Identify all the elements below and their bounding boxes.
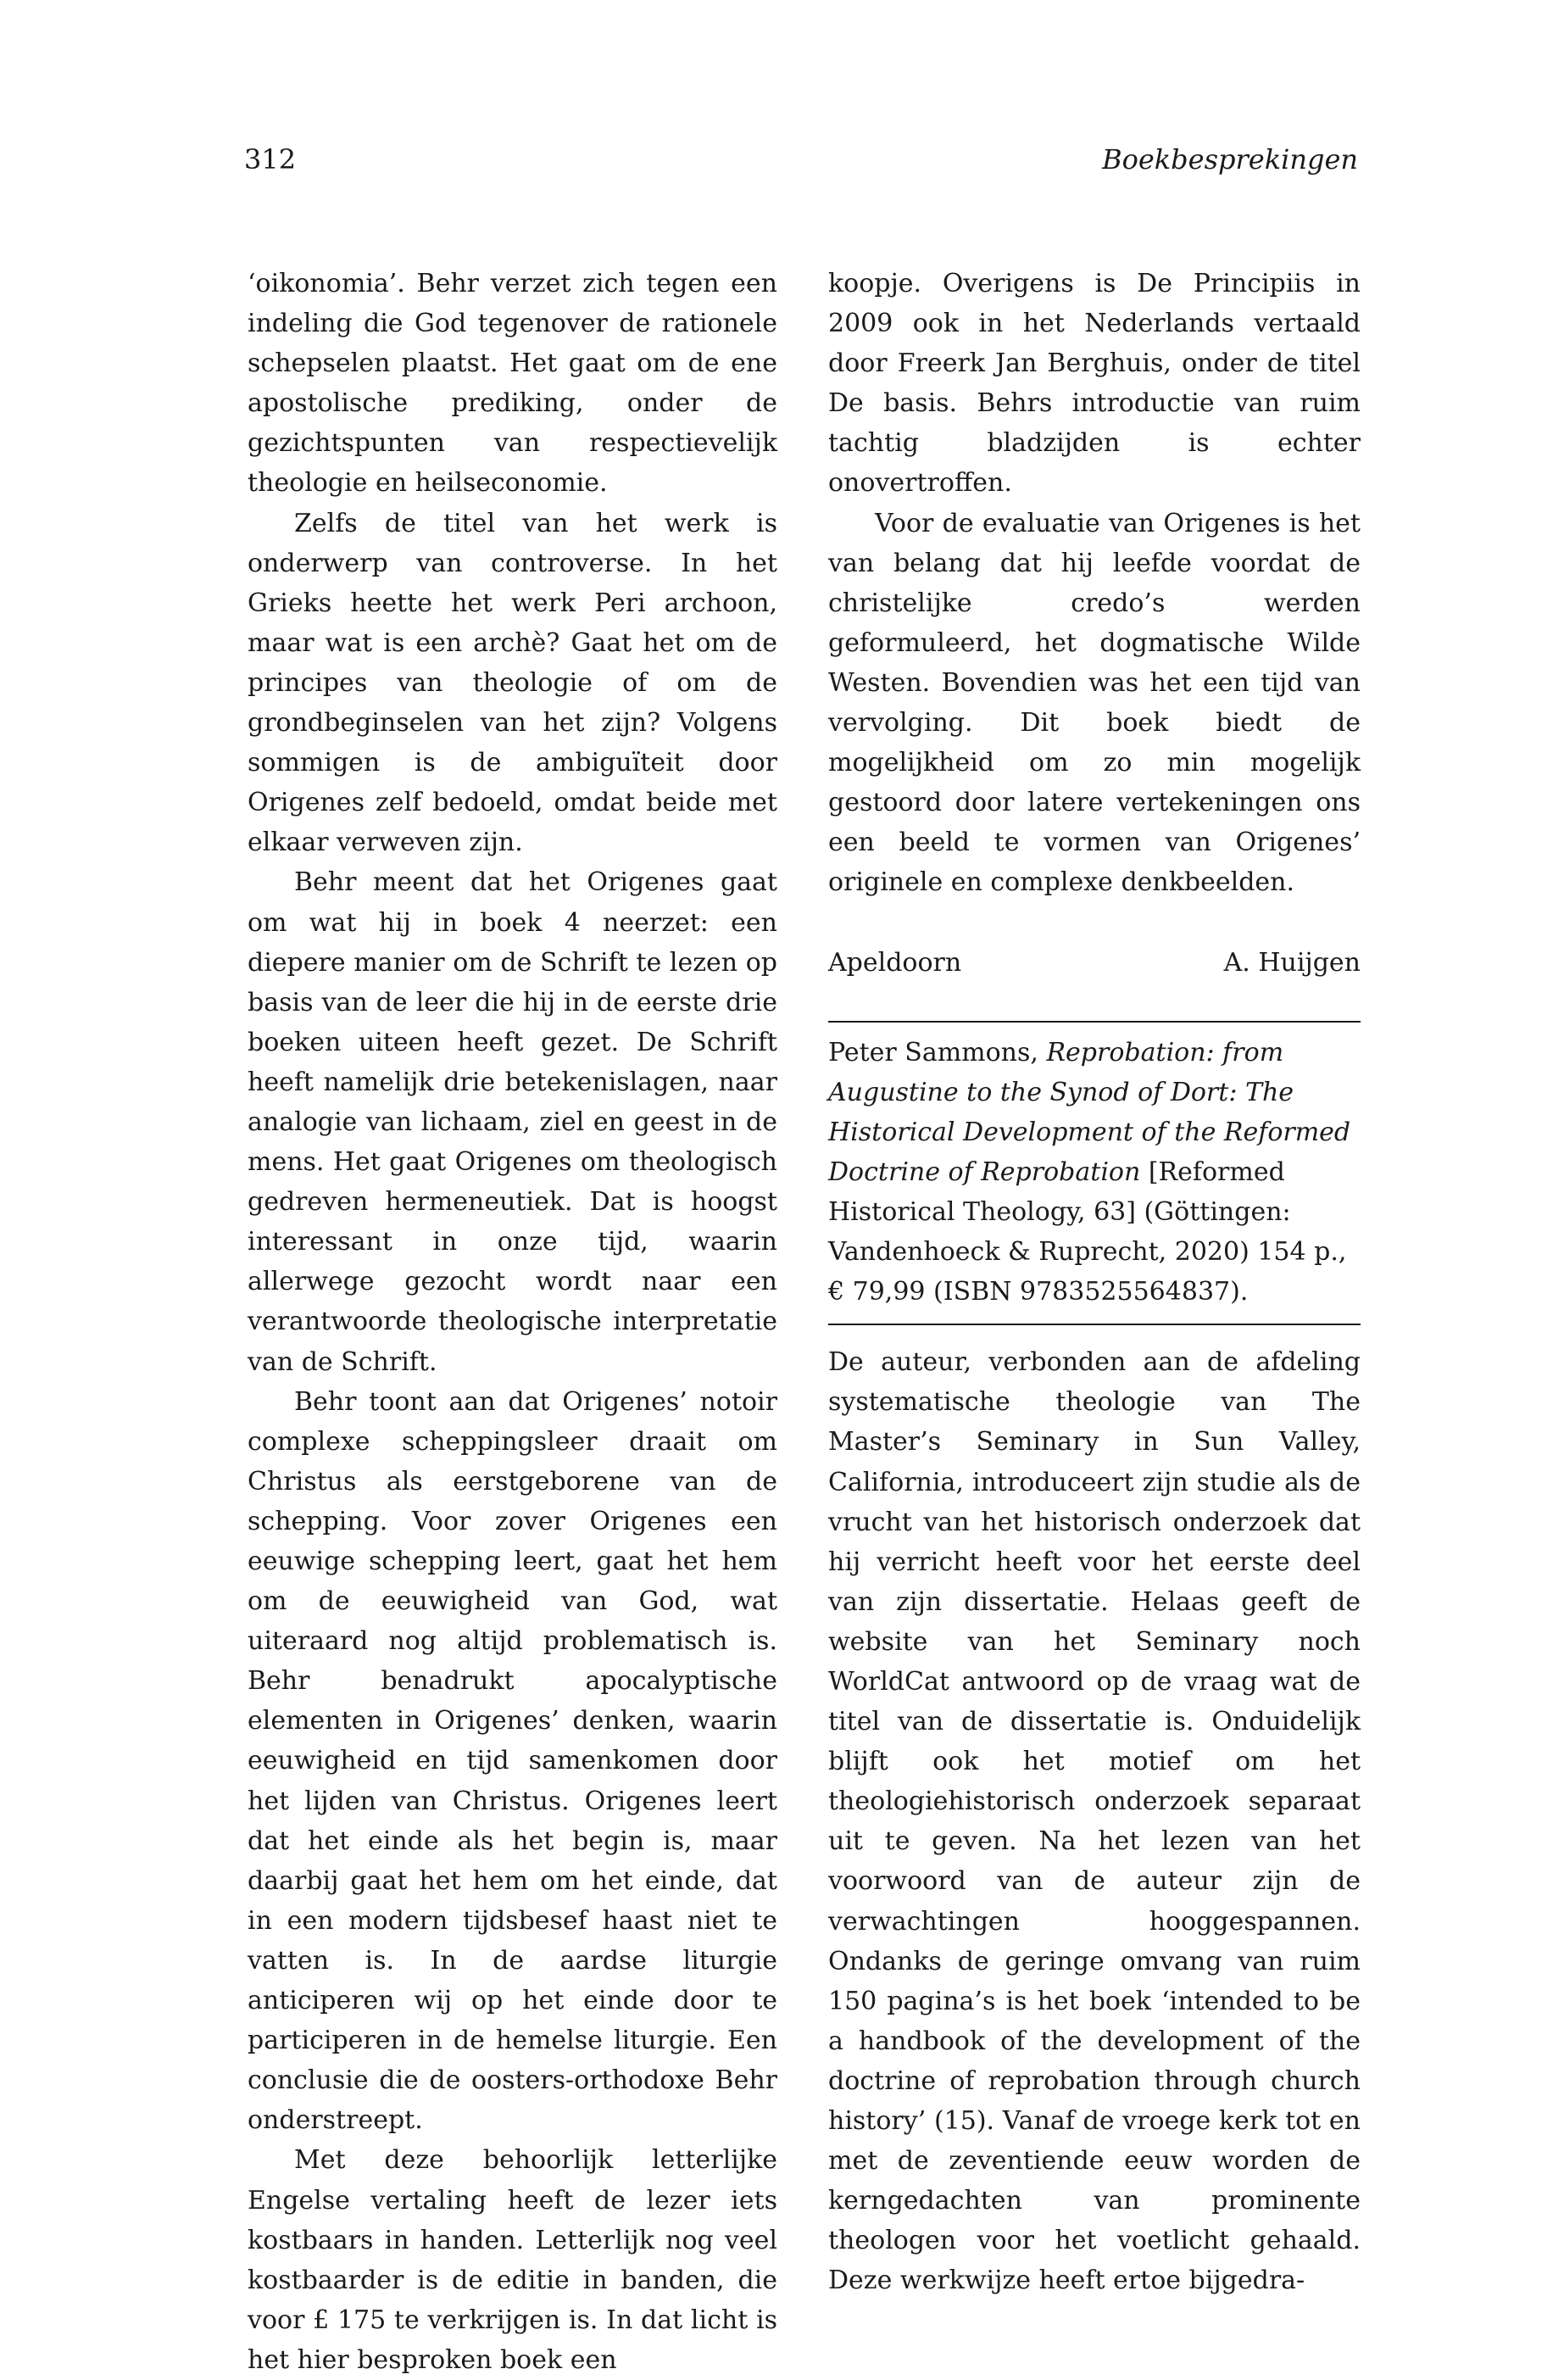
signature-place: Apeldoorn [828, 947, 962, 978]
divider [828, 1324, 1361, 1325]
section-title: Boekbesprekingen [1102, 143, 1358, 176]
paragraph: Behr meent dat het Origenes gaat om wat hij in boek 4 neerzet: een diepere manier om de Schrift te lezen op basis van de leer die hij in de eerste drie boeken uiteen heeft gezet. De Schrift heeft namelijk drie betekenislagen, naar analogie van lichaam, ziel en geest in de mens. Het gaat Origenes om theologisch gedreven hermeneutiek. Dat is hoogst interessant in onze tijd, waarin allerwege gezocht wordt naar een verantwoorde theologische interpretatie van de Schrift. [248, 867, 777, 1377]
divider [828, 1021, 1361, 1023]
paragraph: ‘oikonomia’. Behr verzet zich tegen een indeling die God tegenover de rationele schepselen plaatst. Het gaat om de ene apostolische prediking, onder de gezichtspunten van respectievelijk theologie en heilseconomie. [248, 269, 777, 499]
page-number: 312 [244, 143, 297, 176]
book-details: [Reformed Historical Theology, 63] (Göttingen: Vandenhoeck & Ruprecht, 2020) 154 p., € 79,99 (ISBN 9783525564837). [828, 1157, 1347, 1307]
paragraph: Voor de evaluatie van Origenes is het van belang dat hij leefde voordat de christelijke credo’s werden geformuleerd, het dogmatische Wilde Westen. Bovendien was het een tijd van vervolging. Dit boek biedt de mogelijkheid om zo min mogelijk gestoord door latere vertekeningen ons een beeld te vormen van Origenes’ originele en complexe denkbeelden. [828, 508, 1361, 898]
book-title: Reprobation: from Augustine to the Synod of Dort: The Historical Development of the Reformed Doctrine of Reprobation [828, 1037, 1351, 1187]
book-entry [828, 1033, 1361, 1313]
review-signature [828, 943, 1361, 983]
paragraph: koopje. Overigens is De Principiis in 2009 ook in het Nederlands vertaald door Freerk Jan Berghuis, onder de titel De basis. Behrs introductie van ruim tachtig bladzijden is echter onovertroffen. [828, 269, 1361, 499]
left-column [248, 264, 777, 2380]
paragraph: De auteur, verbonden aan de afdeling systematische theologie van The Master’s Seminary in Sun Valley, California, introduceert zijn studie als de vrucht van het historisch onderzoek dat hij verricht heeft voor het eerste deel van zijn dissertatie. Helaas geeft de website van het Seminary noch WorldCat antwoord op de vraag wat de titel van de dissertatie is. Onduidelijk blijft ook het motief om het theologiehistorisch onderzoek separaat uit te geven. Na het lezen van het voorwoord van de auteur zijn de verwachtingen hooggespannen. Ondanks de geringe omvang van ruim 150 pagina’s is het boek ‘intended to be a handbook of the development of the doctrine of reprobation through church history’ (15). Vanaf de vroege kerk tot en met de zeventiende eeuw worden de kerngedachten van prominente theologen voor het voetlicht gehaald. Deze werkwijze heeft ertoe bijgedra- [828, 1347, 1361, 2296]
paragraph: Zelfs de titel van het werk is onderwerp van controverse. In het Grieks heette het werk Peri archoon, maar wat is een archè? Gaat het om de principes van theologie of om de grondbeginselen van het zijn? Volgens sommigen is de ambiguïteit door Origenes zelf bedoeld, omdat beide met elkaar verweven zijn. [248, 508, 777, 858]
right-column [828, 264, 1361, 2301]
book-author: Peter Sammons, [828, 1037, 1047, 1067]
signature-author: A. Huijgen [1223, 947, 1361, 978]
paragraph: Met deze behoorlijk letterlijke Engelse vertaling heeft de lezer iets kostbaars in handen. Letterlijk nog veel kostbaarder is de editie in banden, die voor £ 175 te verkrijgen is. In dat licht is het hier besproken boek een [248, 2145, 777, 2375]
paragraph: Behr toont aan dat Origenes’ notoir complexe scheppingsleer draait om Christus als eerstgeborene van de schepping. Voor zover Origenes een eeuwige schepping leert, gaat het hem om de eeuwigheid van God, wat uiteraard nog altijd problematisch is. Behr benadrukt apocalyptische elementen in Origenes’ denken, waarin eeuwigheid en tijd samenkomen door het lijden van Christus. Origenes leert dat het einde als het begin is, maar daarbij gaat het hem om het einde, dat in een modern tijdsbesef haast niet te vatten is. In de aardse liturgie anticiperen wij op het einde door te participeren in de hemelse liturgie. Een conclusie die de oosters-orthodoxe Behr onderstreept. [248, 1386, 777, 2136]
